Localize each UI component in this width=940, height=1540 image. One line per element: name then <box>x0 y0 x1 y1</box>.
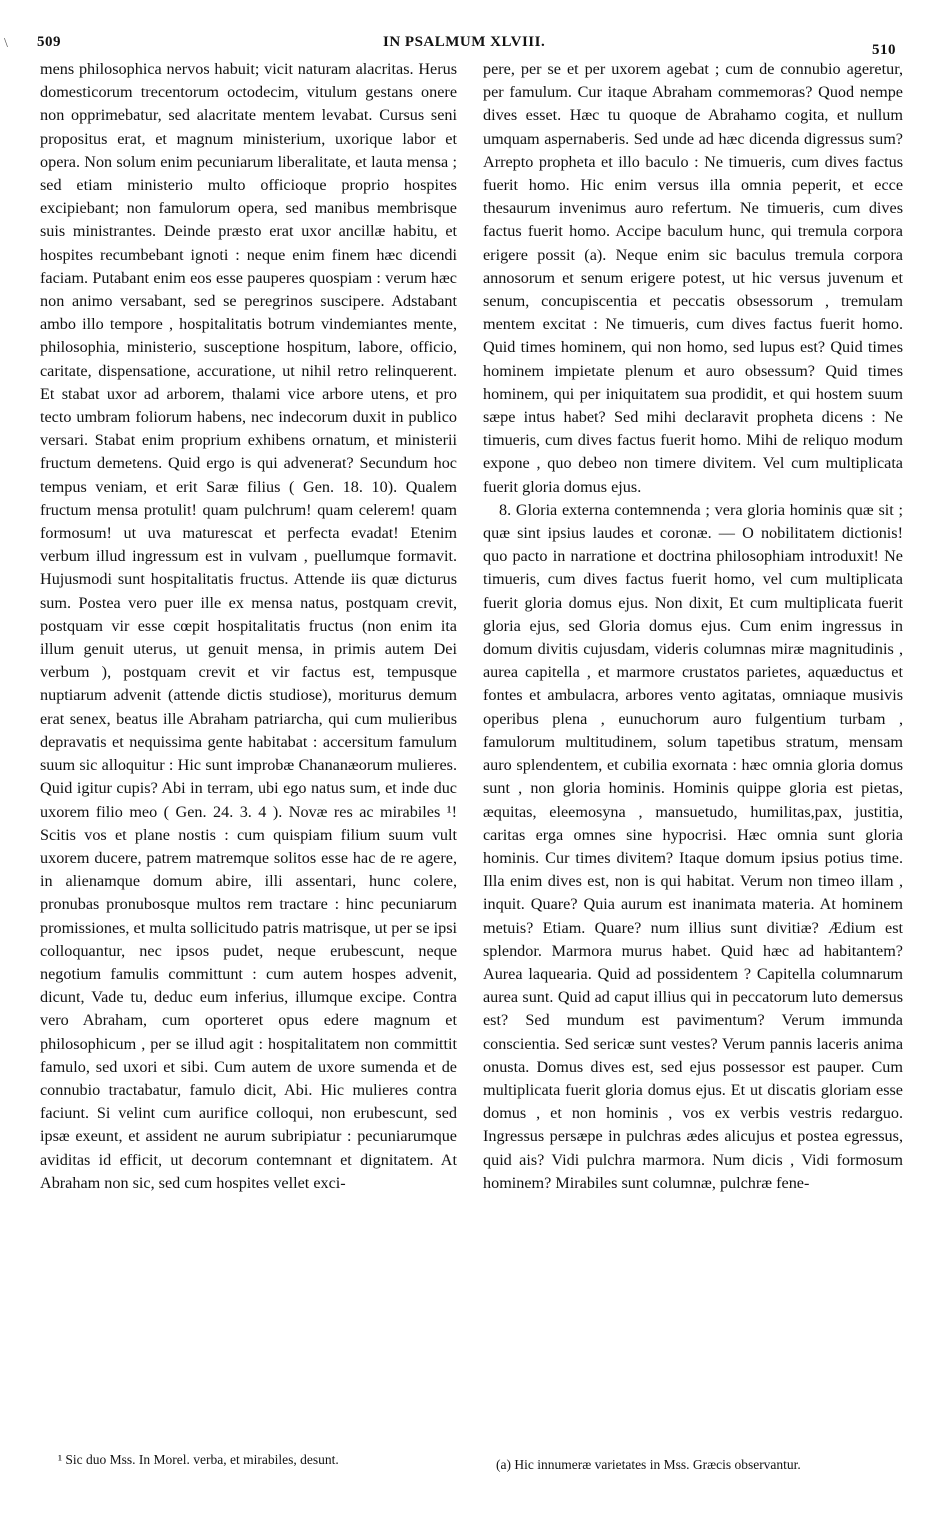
text-column-right <box>483 58 903 1195</box>
margin-mark: \ <box>4 36 8 51</box>
paragraph-section-8: 8. Gloria externa contemnenda ; vera gloria hominis quæ sit ; quæ sint ipsius laudes et coronæ. — O nobilitatem dictionis! quo pacto in narratione et doctrina philosophiam introduxit! Ne timueris, cum dives factus fuerit homo, vel cum multiplicata fuerit gloria domus ejus. Non dixit, Et cum multiplicata fuerit gloria ejus, sed Gloria domus ejus. Cum enim ingressus in domum divitis cujusdam, videris columnas miræ magnitudinis , aurea capitella , et marmore crustatos parietes, aquæductus et fontes et ambulacra, arbores vento agitatas, omniaque musivis operibus plena , eunuchorum auro fulgentium turbam , famulorum multitudinem, solum tapetibus stratum, mensam auro splendentem, et cubilia exornata : hæc omnia gloria domus sunt , non gloria hominis. Hominis quippe gloria est pietas, æquitas, eleemosyna , mansuetudo, humilitas,pax, justitia, caritas erga omnes sine hypocrisi. Hæc omnia sunt gloria hominis. Cur times divitem? Itaque domum ipsius potius time. Illa enim dives est, non is qui habitat. Verum non timeo illam , inquit. Quare? Quia aurum est inanimata materia. At hominem metuis? Etiam. Quare? num illius sunt divitiæ? Ædium est splendor. Marmora murus habet. Quid hæc ad habitantem? Aurea laquearia. Quid ad possidentem ? Capitella columnarum aurea sunt. Quid ad caput illius qui in peccatorum luto demersus est? Sed mundum est pavimentum? Verum immunda conscientia. Sed sericæ sunt vestes? Verum pannis laceris anima onusta. Domus dives est, sed ejus possessor est pauper. Cum multiplicata fuerit gloria domus ejus. Et ut discatis gloriam esse domus , et non hominis , vos ex verbis vestris redarguo. Ingressus persæpe in pulchras ædes alicujus et postea egressus, quid ais? Vidi pulchra marmora. Num dicis , Vidi formosum hominem? Mirabiles sunt columnæ, pulchræ fene- <box>483 500 903 1192</box>
footnote-left: ¹ Sic duo Mss. In Morel. verba, et mirabiles, desunt. <box>58 1452 339 1467</box>
paragraph: pere, per se et per uxorem agebat ; cum de connubio ageretur, per famulum. Cur itaque Abraham commemoras? Quod nempe dives esset. Hæc tu quoque de Abrahamo cogita, et nullum umquam aspernaberis. Sed unde ad hæc dicenda digressus sum? Arrepto propheta et illo baculo : Ne timueris, cum dives factus fuerit homo. Hic enim versus illa omnia peperit, et ecce thesaurum invenimus auro refertum. Ne timueris, cum dives factus fuerit homo. Accipe baculum hunc, qui tremula corpora erigere possit (a). Neque enim sic baculus tremula corpora annosorum et senum erigere potest, ut hic versus juvenum et senum, concupiscentia et peccatis obsessorum , tremulam mentem excitat : Ne timueris, cum dives factus fuerit homo. Quid times hominem, qui non homo, sed lupus est? Quid times hominem impietate plenum et auro obsessum? Quid times hominem, qui per iniquitatem sua prodidit, et qui hostem suum sæpe intus habet? Sed mihi declaravit propheta dicens : Ne timueris, cum dives factus fuerit homo. Mihi de reliquo modum expone , quo debeo non timere divitem. Vel cum multiplicata fuerit gloria domus ejus. <box>483 60 903 496</box>
paragraph: mens philosophica nervos habuit; vicit naturam alacritas. Herus domesticorum trecentorum octodecim, vitulum gestans onere non opprimebatur, sed alacritate mentem levabat. Cursus seni propositus erat, et magnum ministerium, uxorique labor et opera. Non solum enim pecuniarum liberalitate, et lauta mensa ; sed etiam ministerio multo officioque proprio hospites excipiebant; non famulorum opera, sed manibus membrisque suis ministrantes. Deinde præsto erat uxor ancillæ habitu, et hospites recumbebant ignoti : neque enim finem hæc dicendi faciam. Putabant enim eos esse pauperes quospiam : verum hæc non animo versabant, sed se peregrinos suscipere. Adstabant ambo illo tempore , hospitalitatis botrum vindemiantes mente, philosophia, ministerio, susceptione hospitum, labore, officio, caritate, dispensatione, accuratione, ut nihil retro relinquerent. Et stabat uxor ad arborem, thalami vice arbore utens, et pro tecto umbram foliorum habens, nec indecorum duxit in publico versari. Stabat enim proprium exhibens ornatum, et ministerii fructum demetens. Quid ergo is qui advenerat? Secundum hoc tempus veniam, et erit Saræ filius ( Gen. 18. 10). Qualem fructum mensa protulit! quam pulchrum! quam celerem! quam formosum! ut uva maturescat et perfecta evadat! Etenim verbum illud ingressum est in vulvam , puellumque formavit. Hujusmodi sunt hospitalitatis fructus. Attende iis quæ dicturus sum. Postea vero puer ille ex mensa natus, postquam crevit, postquam vir esse cœpit hospitalitatis fructus (non enim ita illum genuit uterus, ut genuit mensa, in primis autem Dei verbum ), postquam crevit et vir factus est, tempusque nuptiarum advenit (attende dictis studiose), moriturus demum erat senex, beatus ille Abraham patriarcha, qui cum mulieribus depravatis et nequissima gente habitabat : accersitum famulum suum sic alloquitur : Hic sunt improbæ Chananæorum mulieres. Quid igitur cupis? Abi in terram, ubi ego natus sum, et inde duc uxorem filio meo ( Gen. 24. 3. 4 ). Novæ res ac mirabiles ¹! Scitis vos et plane nostis : cum quispiam filium suum vult uxorem ducere, patrem matremque solitos esse hac de re agere, in alienamque domum abire, illi assentari, hunc colere, pronubas pronubosque multos rem tractare : hinc pecuniarum promissiones, et multa sollicitudo patris matrisque, ut per se ipsi colloquantur, nec ipsos pudet, neque erubescunt, neque negotium famulis committunt : cum autem hospes advenit, dicunt, Vade tu, deduc eum inferius, illumque excipe. Contra vero Abraham, cum oporteret opus edere magnum et philosophicum , per se illud agit : hospitalitatem non committit famulo, sed uxori et sibi. Cum autem de uxore sumenda et de connubio tractabatur, famulo dicit, Abi. Hic mulieres contra faciunt. Si velint cum aurifice colloqui, non erubescunt, sed ipsæ exeunt, et assident ne aurum subripiatur : pecuniarumque aviditas id efficit, ut decorum contemnant et dignitatem. At Abraham non sic, sed cum hospites vellet exci- <box>40 60 457 1192</box>
running-title: IN PSALMUM XLVIII. <box>383 34 546 50</box>
text-column-left <box>40 58 457 1195</box>
page-number-right: 510 <box>872 42 896 58</box>
footnote-right: (a) Hic innumeræ varietates in Mss. Græcis observantur. <box>496 1457 801 1472</box>
page-number-left: 509 <box>37 34 61 50</box>
